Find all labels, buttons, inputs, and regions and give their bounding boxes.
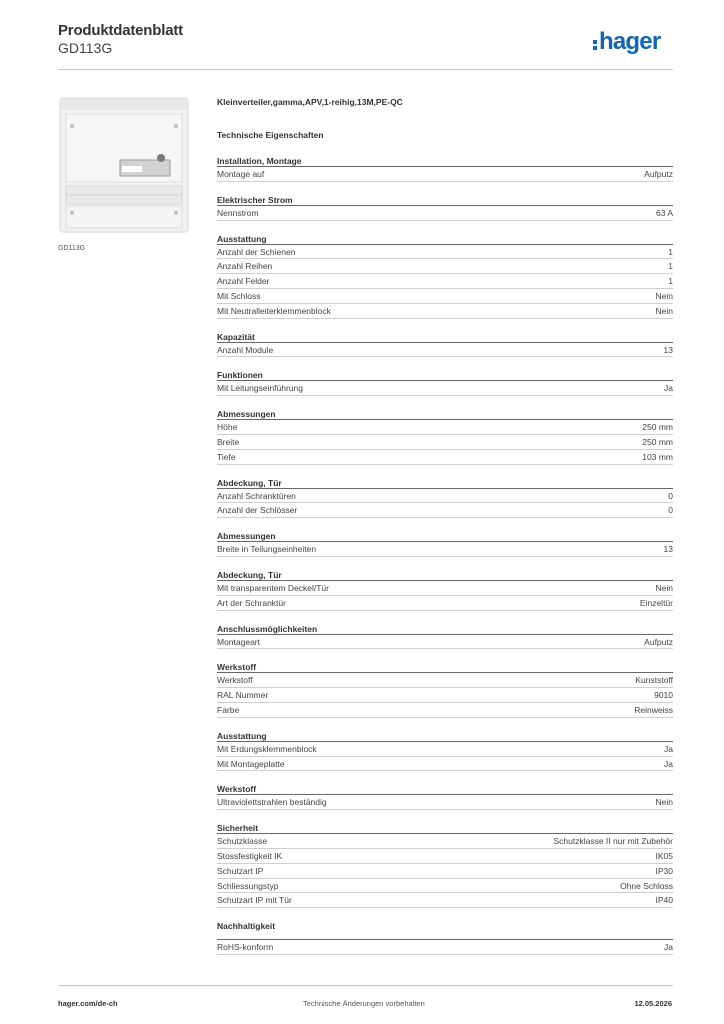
spec-label: Mit Leitungseinführung — [217, 383, 304, 394]
logo-dots-icon — [593, 35, 598, 49]
spec-row — [217, 343, 673, 358]
spec-label: Mit Neutralleiterklemmenblock — [217, 305, 331, 316]
spec-label: Anzahl der Schlösser — [217, 505, 298, 516]
spec-sections — [217, 156, 673, 955]
spec-label: Art der Schranktür — [217, 597, 286, 608]
spec-section — [217, 921, 673, 955]
spec-label: Ultraviolettstrahlen beständig — [217, 797, 327, 808]
spec-label: Anzahl Module — [217, 344, 274, 355]
page-title: Produktdatenblatt — [58, 22, 183, 39]
spec-section — [217, 332, 673, 358]
spec-section — [217, 624, 673, 650]
spec-row — [217, 206, 673, 221]
spec-section — [217, 570, 673, 611]
spec-value: Aufputz — [644, 169, 673, 179]
spec-value: 1 — [668, 246, 673, 257]
product-image — [58, 96, 190, 234]
spec-section — [217, 731, 673, 772]
spec-value: 1 — [668, 276, 673, 287]
spec-row — [217, 489, 673, 504]
spec-value: IK05 — [655, 850, 673, 861]
section-title: Werkstoff — [217, 662, 673, 673]
section-title: Nachhaltigkeit — [217, 921, 673, 940]
spec-label: Schutzart IP mit Tür — [217, 895, 292, 906]
spec-row — [217, 381, 673, 396]
spec-row — [217, 703, 673, 718]
tech-heading: Technische Eigenschaften — [217, 130, 324, 140]
spec-value: Nein — [655, 305, 673, 316]
spec-value: Nein — [655, 797, 673, 808]
image-caption: GD113G — [58, 245, 86, 252]
spec-section — [217, 662, 673, 717]
spec-value: Ja — [664, 942, 673, 953]
spec-value: 250 mm — [642, 422, 673, 433]
section-title: Sicherheit — [217, 823, 673, 834]
spec-value: Reinweiss — [634, 704, 673, 715]
footer-notice: Technische Änderungen vorbehalten — [303, 999, 425, 1008]
spec-label: Schutzart IP — [217, 865, 264, 876]
spec-row — [217, 304, 673, 319]
spec-label: Mit Schloss — [217, 290, 261, 301]
section-title: Funktionen — [217, 370, 673, 381]
section-title: Werkstoff — [217, 784, 673, 795]
spec-label: Farbe — [217, 704, 240, 715]
spec-value: 0 — [668, 505, 673, 516]
spec-label: Werkstoff — [217, 675, 253, 686]
section-title: Kapazität — [217, 332, 673, 343]
footer-website[interactable]: hager.com/de-ch — [58, 999, 118, 1008]
spec-section — [217, 195, 673, 221]
spec-value: 9010 — [654, 690, 673, 701]
spec-label: Anzahl Felder — [217, 276, 270, 287]
spec-label: Schliessungstyp — [217, 880, 279, 891]
spec-value: Ja — [664, 758, 673, 769]
spec-value: Aufputz — [644, 636, 673, 647]
spec-label: Nennstrom — [217, 207, 259, 218]
spec-value: 0 — [668, 490, 673, 501]
spec-row — [217, 581, 673, 596]
spec-row — [217, 167, 673, 182]
spec-row — [217, 274, 673, 289]
spec-row — [217, 450, 673, 465]
spec-value: Nein — [655, 290, 673, 301]
spec-label: Mit transparentem Deckel/Tür — [217, 582, 329, 593]
spec-row — [217, 849, 673, 864]
spec-row — [217, 940, 673, 955]
spec-label: Anzahl Reihen — [217, 261, 273, 272]
header-divider — [58, 69, 673, 70]
spec-row — [217, 893, 673, 908]
spec-value: Nein — [655, 582, 673, 593]
spec-value: IP40 — [655, 895, 673, 906]
spec-label: Stossfestigkeit IK — [217, 850, 283, 861]
spec-content — [217, 97, 673, 955]
spec-value: 103 mm — [642, 451, 673, 462]
spec-row — [217, 259, 673, 274]
product-code: GD113G — [58, 40, 113, 56]
spec-value: 13 — [663, 344, 673, 355]
spec-label: Anzahl Schranktüren — [217, 490, 296, 501]
spec-label: Schutzklasse — [217, 836, 268, 847]
logo-text: hager — [599, 28, 661, 55]
spec-value: Ja — [664, 383, 673, 394]
spec-section — [217, 531, 673, 557]
footer-date: 12.05.2026 — [634, 999, 672, 1008]
spec-value: 63 A — [655, 207, 673, 218]
spec-section — [217, 823, 673, 908]
spec-row — [217, 864, 673, 879]
spec-row — [217, 420, 673, 435]
spec-label: Montage auf — [217, 169, 265, 179]
spec-row — [217, 635, 673, 650]
spec-value: Ohne Schloss — [620, 880, 673, 891]
spec-label: RoHS-konform — [217, 942, 274, 953]
spec-row — [217, 795, 673, 810]
spec-row — [217, 596, 673, 611]
section-title: Anschlussmöglichkeiten — [217, 624, 673, 635]
product-headline: Kleinverteiler,gamma,APV,1-reihig,13M,PE-QC — [217, 97, 403, 107]
spec-row — [217, 503, 673, 518]
spec-label: Mit Montageplatte — [217, 758, 285, 769]
spec-row — [217, 834, 673, 849]
spec-section — [217, 784, 673, 810]
spec-row — [217, 757, 673, 772]
section-title: Abmessungen — [217, 409, 673, 420]
spec-value: 13 — [663, 544, 673, 555]
spec-row — [217, 742, 673, 757]
spec-section — [217, 409, 673, 464]
spec-section — [217, 234, 673, 319]
spec-label: Mit Erdungsklemmenblock — [217, 743, 317, 754]
spec-value: IP30 — [655, 865, 673, 876]
spec-section — [217, 156, 673, 182]
spec-label: RAL Nummer — [217, 690, 269, 701]
spec-label: Tiefe — [217, 451, 236, 462]
spec-label: Breite in Teilungseinheiten — [217, 544, 317, 555]
section-title: Abdeckung, Tür — [217, 570, 673, 581]
section-title: Ausstattung — [217, 234, 673, 245]
section-title: Ausstattung — [217, 731, 673, 742]
section-title: Abmessungen — [217, 531, 673, 542]
spec-row — [217, 879, 673, 894]
section-title: Abdeckung, Tür — [217, 478, 673, 489]
brand-logo — [593, 28, 660, 56]
spec-label: Anzahl der Schienen — [217, 246, 296, 257]
spec-section — [217, 370, 673, 396]
section-title: Installation, Montage — [217, 156, 673, 167]
spec-row — [217, 688, 673, 703]
spec-value: Kunststoff — [635, 675, 673, 686]
spec-value: Ja — [664, 743, 673, 754]
spec-row — [217, 289, 673, 304]
spec-label: Höhe — [217, 422, 238, 433]
footer-divider — [58, 985, 673, 986]
spec-row — [217, 435, 673, 450]
spec-label: Montageart — [217, 636, 260, 647]
spec-value: Schutzklasse II nur mit Zubehör — [553, 836, 673, 847]
spec-value: 1 — [668, 261, 673, 272]
section-title: Elektrischer Strom — [217, 195, 673, 206]
spec-label: Breite — [217, 436, 240, 447]
spec-section — [217, 478, 673, 519]
spec-value: 250 mm — [642, 436, 673, 447]
spec-row — [217, 542, 673, 557]
spec-row — [217, 245, 673, 260]
spec-row — [217, 673, 673, 688]
spec-value: Einzeltür — [639, 597, 673, 608]
